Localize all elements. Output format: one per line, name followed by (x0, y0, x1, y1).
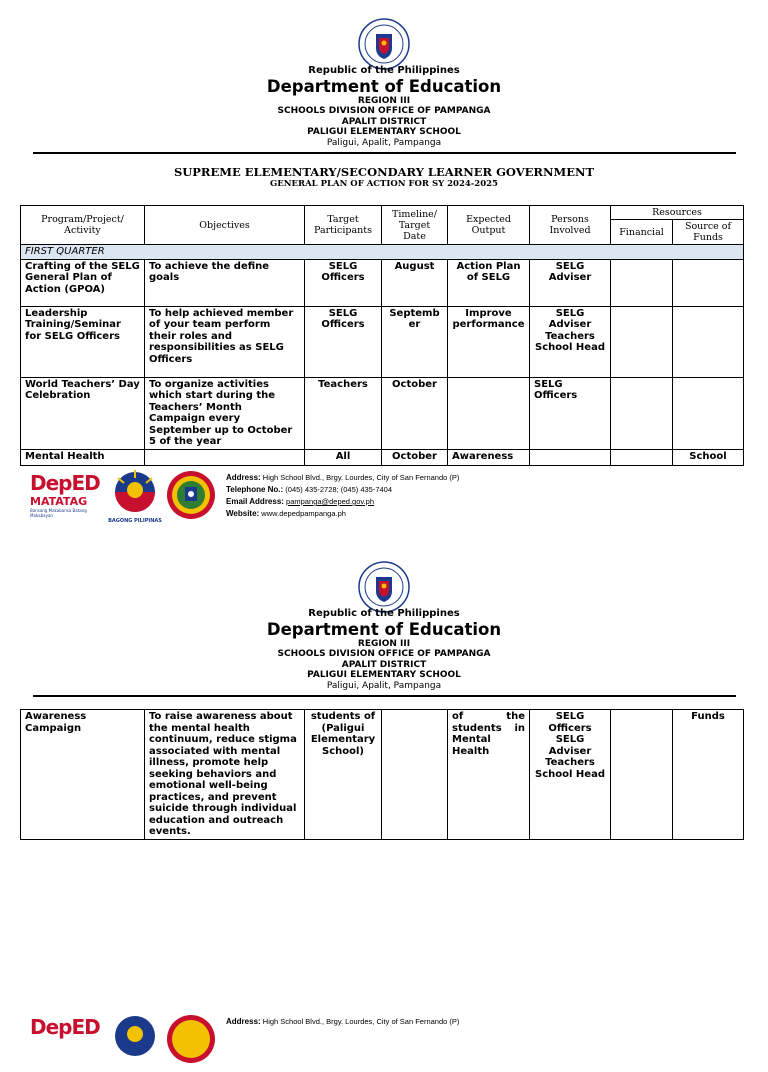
header-financial: Financial (611, 220, 673, 245)
cell-financial (611, 449, 673, 465)
cell-source: School (673, 449, 744, 465)
table-row (21, 377, 744, 449)
header-objectives: Objectives (145, 206, 305, 245)
district-text: APALIT DISTRICT (341, 116, 427, 127)
cell-output: Awareness (448, 449, 530, 465)
cell-financial (611, 710, 673, 840)
bagong-pilipinas-logo-icon (104, 466, 166, 526)
bagong-pilipinas-logo-icon (104, 1010, 166, 1070)
phone-value: (045) 435-2728; (045) 435-7404 (285, 485, 393, 494)
cell-timeline (382, 710, 448, 840)
cell-source: Funds (673, 710, 744, 840)
cell-timeline: August (382, 259, 448, 306)
cell-program: Mental Health (21, 449, 145, 465)
header-program: Program/Project/ Activity (21, 206, 145, 245)
cell-objectives: To organize activities which start during the Teachers’ Month Campaign every September up to October 5 of the year (145, 377, 305, 449)
division-seal-icon (166, 1014, 216, 1064)
cell-output (448, 377, 530, 449)
republic-text: Republic of the Philippines (308, 608, 460, 619)
cell-persons: SELG Adviser Teachers School Head (530, 306, 611, 377)
region-text: REGION III (357, 95, 411, 106)
district-text: APALIT DISTRICT (341, 659, 427, 670)
letterhead (0, 609, 768, 691)
plan-subtitle: GENERAL PLAN OF ACTION FOR SY 2024-2025 (270, 179, 498, 189)
cell-persons: SELG Officers (530, 377, 611, 449)
republic-text: Republic of the Philippines (308, 65, 460, 76)
letterhead (0, 66, 768, 148)
website-value: www.depedpampanga.ph (261, 509, 346, 518)
cell-objectives: To raise awareness about the mental health continuum, reduce stigma associated with mental illness, promote help seeking behaviors and emotional well-being practices, and prevent suicide through individual education and outreach events. (145, 710, 305, 840)
quarter-label: FIRST QUARTER (21, 245, 744, 260)
table-row (21, 306, 744, 377)
cell-source (673, 259, 744, 306)
cell-objectives (145, 449, 305, 465)
division-seal-icon (166, 470, 216, 520)
department-title: Department of Education (266, 76, 502, 96)
cell-persons: SELG Adviser (530, 259, 611, 306)
plan-table (20, 205, 744, 466)
cell-program: Awareness Campaign (21, 710, 145, 840)
header-source: Source of Funds (673, 220, 744, 245)
division-text: SCHOOLS DIVISION OFFICE OF PAMPANGA (277, 649, 491, 659)
school-text: PALIGUI ELEMENTARY SCHOOL (307, 670, 461, 680)
department-title: Department of Education (266, 619, 502, 639)
deped-seal-icon (358, 561, 410, 613)
school-text: PALIGUI ELEMENTARY SCHOOL (307, 127, 461, 137)
cell-persons: SELG Officers SELG Adviser Teachers School Head (530, 710, 611, 840)
cell-output: of the students in Mental Health (448, 710, 530, 840)
cell-timeline: October (382, 449, 448, 465)
cell-source (673, 377, 744, 449)
contact-info: Address: High School Blvd., Brgy. Lourdes, City of San Fernando (P) (226, 1017, 460, 1026)
cell-program: Leadership Training/Seminar for SELG Officers (21, 306, 145, 377)
deped-matatag-logo: DepED (30, 1015, 100, 1039)
cell-persons (530, 449, 611, 465)
plan-title-block (0, 165, 768, 190)
email-link[interactable]: pampanga@deped.gov.ph (286, 497, 375, 506)
header-output: Expected Output (448, 206, 530, 245)
cell-timeline: Septemb er (382, 306, 448, 377)
address-value: High School Blvd., Brgy. Lourdes, City of San Fernando (P) (262, 1017, 460, 1026)
cell-output: Action Plan of SELG (448, 259, 530, 306)
cell-participants: students of (Paligui Elementary School) (305, 710, 382, 840)
cell-output: Improve performance (448, 306, 530, 377)
contact-info: Address: High School Blvd., Brgy. Lourdes, City of San Fernando (P) Telephone No.: (045) 435-2728; (045) 435-7404 Email Address: pampanga@deped.gov.ph Website: www.depedpampanga.ph (226, 473, 460, 518)
cell-participants: Teachers (305, 377, 382, 449)
school-address-text: Paligui, Apalit, Pampanga (326, 137, 442, 148)
cell-participants: SELG Officers (305, 259, 382, 306)
plan-table-continued (20, 709, 744, 840)
header-divider (33, 695, 736, 697)
header-participants: Target Participants (305, 206, 382, 245)
plan-title: SUPREME ELEMENTARY/SECONDARY LEARNER GOVERNMENT (173, 165, 595, 179)
region-text: REGION III (357, 638, 411, 649)
address-value: High School Blvd., Brgy. Lourdes, City of San Fernando (P) (262, 473, 460, 482)
deped-seal-icon (358, 18, 410, 70)
header-divider (33, 152, 736, 154)
cell-participants: SELG Officers (305, 306, 382, 377)
cell-financial (611, 259, 673, 306)
cell-program: Crafting of the SELG General Plan of Action (GPOA) (21, 259, 145, 306)
header-persons: Persons Involved (530, 206, 611, 245)
cell-source (673, 306, 744, 377)
cell-participants: All (305, 449, 382, 465)
header-resources: Resources (611, 206, 744, 220)
deped-matatag-logo: DepED MATATAG Bansang Makabansa Batang Makabayan (30, 471, 100, 518)
division-text: SCHOOLS DIVISION OFFICE OF PAMPANGA (277, 106, 491, 116)
cell-timeline: October (382, 377, 448, 449)
cell-objectives: To help achieved member of your team perform their roles and responsibilities as SELG Officers (145, 306, 305, 377)
page-footer (30, 1010, 730, 1072)
table-row (21, 710, 744, 840)
cell-financial (611, 377, 673, 449)
cell-objectives: To achieve the define goals (145, 259, 305, 306)
school-address-text: Paligui, Apalit, Pampanga (326, 680, 442, 691)
cell-financial (611, 306, 673, 377)
table-row (21, 449, 744, 465)
table-row (21, 259, 744, 306)
header-timeline: Timeline/ Target Date (382, 206, 448, 245)
bagong-pilipinas-text: BAGONG PILIPINAS (108, 518, 162, 524)
cell-program: World Teachers’ Day Celebration (21, 377, 145, 449)
page-footer (30, 466, 730, 528)
